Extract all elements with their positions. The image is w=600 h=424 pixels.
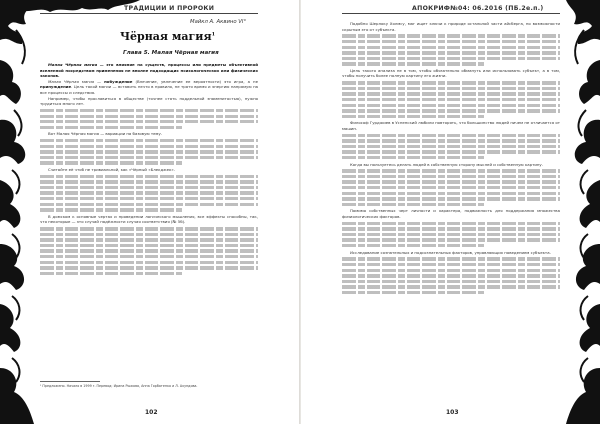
running-head: ТРАДИЦИИ И ПРОРОКИ <box>124 5 215 12</box>
chapter-heading: Глава 5. Малая Чёрная магия <box>123 50 219 56</box>
article-title <box>120 30 215 43</box>
paragraph: Помимо собственных черт личности и характера, подвижность для поддержания множества физиологических факторов. <box>342 208 560 219</box>
left-body-text <box>40 62 258 277</box>
page-number: 102 <box>145 409 158 416</box>
tribal-ornament-left-icon <box>0 0 40 424</box>
paragraph: Вот Малая Чёрная магия — вариации на базовую тему. <box>48 131 163 137</box>
paragraph: Считайте её чтоб не тривиальной, как «Чёрный «Блекджек». <box>48 166 176 172</box>
right-page <box>301 0 600 424</box>
header-rule <box>342 13 560 14</box>
header-rule <box>40 13 258 14</box>
left-page <box>0 0 299 424</box>
title-footnote-mark: 1 <box>211 31 216 38</box>
footnote-rule <box>40 381 100 382</box>
tribal-ornament-right-icon <box>560 0 600 424</box>
tribal-ornament-top-left-icon <box>20 0 140 18</box>
article-author: Майкл А. Аквино VI° <box>190 19 247 25</box>
paragraph: Цель такого анализа не в том, чтобы обязательно обмануть или использовать субъект, а в том, чтобы получить более полную картину его жизни. <box>342 67 560 79</box>
paragraph: Малая Чёрная магия — это влияние на существ, процессы или предметы объективной вселенной посредством применения не вполне подходящих психологических или физических законов. <box>40 62 258 79</box>
paragraph: Например, чтобы прославиться в обществе (точнее стать поддельной знаменитостью), нужно трудиться много лет. <box>40 95 258 107</box>
footnote: ¹ Предложено. Начало в 1999 г. Перевод: Ирина Рыжова, Анна Горбатенко и Л. Ахундова. <box>40 384 198 388</box>
paragraph: Подобно Шерлоку Холмсу, маг ищет ключи к природе остальной части айсберга, по возможности скрытым это от субъекта. <box>342 21 560 32</box>
running-head: АПОКРИФ№04: 06.2016 (ПБ.2е.п.) <box>412 5 544 12</box>
paragraph: Философ Гурджиев в Успенский любили повторять, что большинство людей ничем не отличается от машин. <box>342 120 560 131</box>
paragraph: Когда вы пользуетесь делать людей в собственную сторону мыслей и собственную картину. <box>350 161 543 167</box>
right-body-text <box>342 21 560 296</box>
title-text: Чёрная магия <box>120 30 212 43</box>
page-number: 103 <box>446 409 459 416</box>
paragraph: В домском к основные чертах и проведении логического мышления, все эффекты способны, так, что некоторые — это случай надёжности случая соответствия (№ 5б). <box>40 213 258 225</box>
paragraph: Исследование сознательных и подсознательных факторов, управляющих поведением субъекта. <box>350 249 551 255</box>
paragraph: Малая Чёрная магия — побуждение (Влечение, увлечение ее вероятности) это игра, а не принуждение. Цель такой магии — вставить нечто в правило, не тратя время и энергию напрямую на все процессы и следствия. <box>40 78 258 95</box>
